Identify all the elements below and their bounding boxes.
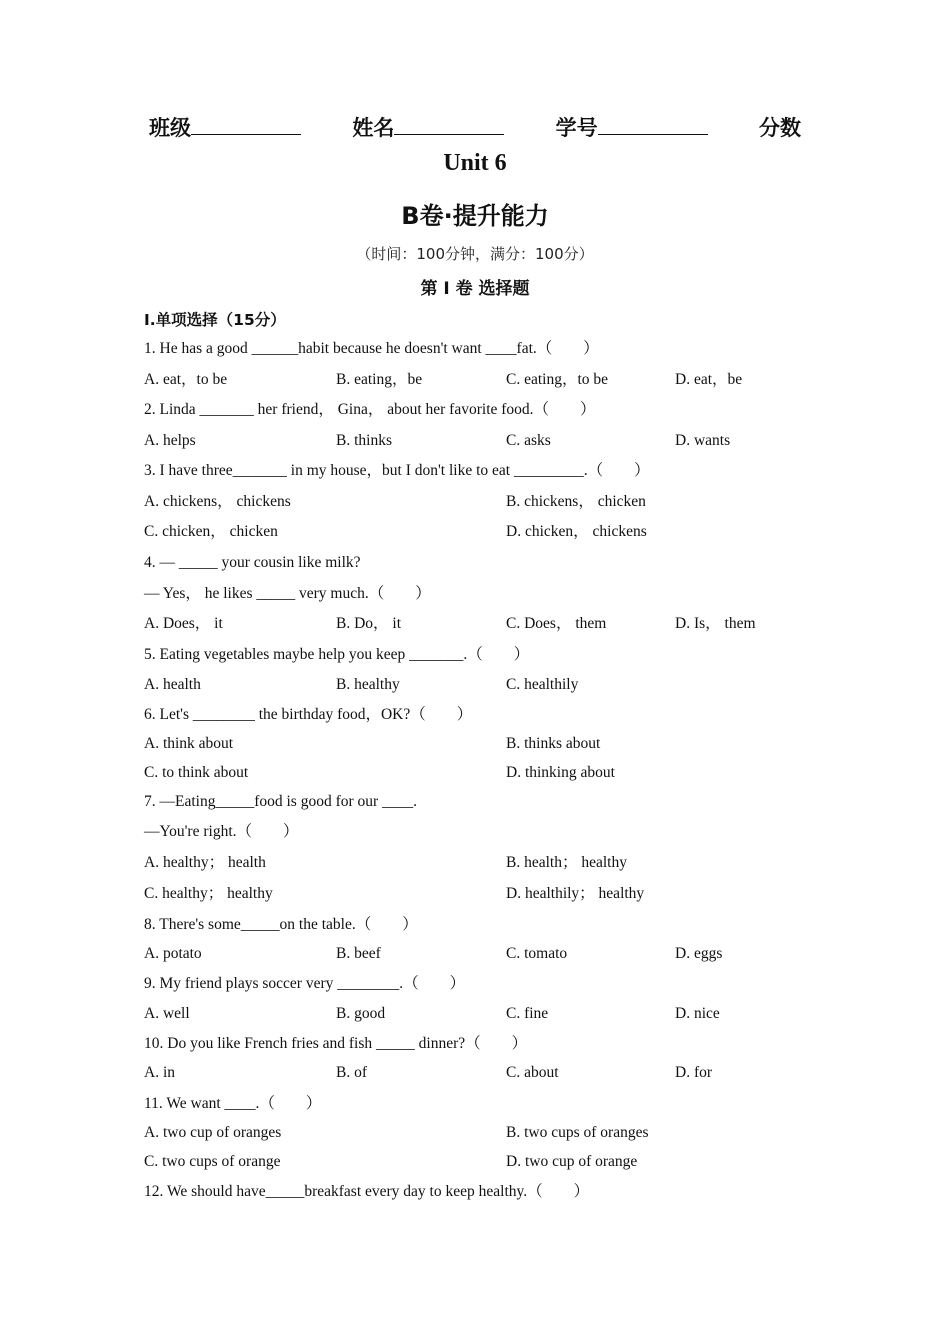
name-blank[interactable] — [394, 116, 504, 135]
student-id-blank[interactable] — [598, 116, 708, 135]
option-9b: B. good — [336, 1005, 386, 1022]
volume-title: B卷·提升能力 — [401, 202, 549, 230]
option-2a: A. helps — [144, 432, 196, 449]
student-id-field[interactable]: 学号 — [556, 112, 708, 142]
question-3: 3. I have three_______ in my house，but I don't like to eat _________.（ ） — [144, 462, 650, 479]
section-title: I.单项选择（15分） — [144, 311, 286, 329]
option-6b: B. thinks about — [506, 735, 601, 752]
question-4-response: — Yes， he likes _____ very much.（ ） — [144, 585, 431, 602]
option-1d: D. eat，be — [675, 371, 743, 388]
option-11a: A. two cup of oranges — [144, 1124, 282, 1141]
question-2: 2. Linda _______ her friend， Gina， about her favorite food.（ ） — [144, 401, 596, 418]
option-10d: D. for — [675, 1064, 713, 1081]
option-8a: A. potato — [144, 945, 202, 962]
option-6a: A. think about — [144, 735, 234, 752]
option-2c: C. asks — [506, 432, 551, 449]
option-9c: C. fine — [506, 1005, 549, 1022]
option-9a: A. well — [144, 1005, 190, 1022]
unit-title: Unit 6 — [443, 150, 507, 176]
option-1a: A. eat，to be — [144, 371, 228, 388]
option-8d: D. eggs — [675, 945, 723, 962]
option-4d: D. Is， them — [675, 615, 756, 632]
class-field[interactable]: 班级 — [149, 112, 301, 142]
question-6: 6. Let's ________ the birthday food，OK?（ ） — [144, 706, 473, 723]
question-7: 7. —Eating_____food is good for our ____. — [144, 793, 417, 810]
option-10b: B. of — [336, 1064, 367, 1081]
question-5: 5. Eating vegetables maybe help you keep _______.（ ） — [144, 646, 530, 663]
option-5b: B. healthy — [336, 676, 400, 693]
option-5a: A. health — [144, 676, 201, 693]
option-7d: D. healthily； healthy — [506, 885, 645, 902]
option-1c: C. eating，to be — [506, 371, 609, 388]
option-8b: B. beef — [336, 945, 381, 962]
question-11: 11. We want ____.（ ） — [144, 1095, 322, 1112]
question-9: 9. My friend plays soccer very ________.（ ） — [144, 975, 466, 992]
option-11b: B. two cups of oranges — [506, 1124, 649, 1141]
question-12: 12. We should have_____breakfast every day to keep healthy.（ ） — [144, 1183, 590, 1200]
option-3b: B. chickens， chicken — [506, 493, 646, 510]
option-5c: C. healthily — [506, 676, 579, 693]
question-7-response: —You're right.（ ） — [144, 823, 299, 840]
option-11d: D. two cup of orange — [506, 1153, 638, 1170]
question-1: 1. He has a good ______habit because he doesn't want ____fat.（ ） — [144, 340, 599, 357]
option-11c: C. two cups of orange — [144, 1153, 281, 1170]
question-4: 4. — _____ your cousin like milk? — [144, 554, 361, 571]
name-field[interactable]: 姓名 — [352, 112, 504, 142]
option-1b: B. eating，be — [336, 371, 423, 388]
option-4a: A. Does， it — [144, 615, 223, 632]
option-2b: B. thinks — [336, 432, 392, 449]
question-10: 10. Do you like French fries and fish _____ dinner?（ ） — [144, 1035, 528, 1052]
score-field: 分数 — [758, 116, 801, 140]
class-blank[interactable] — [191, 116, 301, 135]
option-4c: C. Does， them — [506, 615, 607, 632]
option-8c: C. tomato — [506, 945, 568, 962]
option-7c: C. healthy； healthy — [144, 885, 273, 902]
option-6d: D. thinking about — [506, 764, 615, 781]
option-2d: D. wants — [675, 432, 731, 449]
option-7a: A. healthy； health — [144, 854, 266, 871]
option-7b: B. health； healthy — [506, 854, 627, 871]
option-9d: D. nice — [675, 1005, 720, 1022]
option-6c: C. to think about — [144, 764, 249, 781]
option-3d: D. chicken， chickens — [506, 523, 647, 540]
student-info-fields — [0, 112, 950, 142]
question-8: 8. There's some_____on the table.（ ） — [144, 916, 418, 933]
option-10c: C. about — [506, 1064, 559, 1081]
option-4b: B. Do， it — [336, 615, 402, 632]
option-3a: A. chickens， chickens — [144, 493, 291, 510]
part-title: 第 I 卷 选择题 — [420, 279, 530, 299]
time-note: （时间：100分钟，满分：100分） — [356, 245, 594, 263]
option-10a: A. in — [144, 1064, 175, 1081]
option-3c: C. chicken， chicken — [144, 523, 278, 540]
